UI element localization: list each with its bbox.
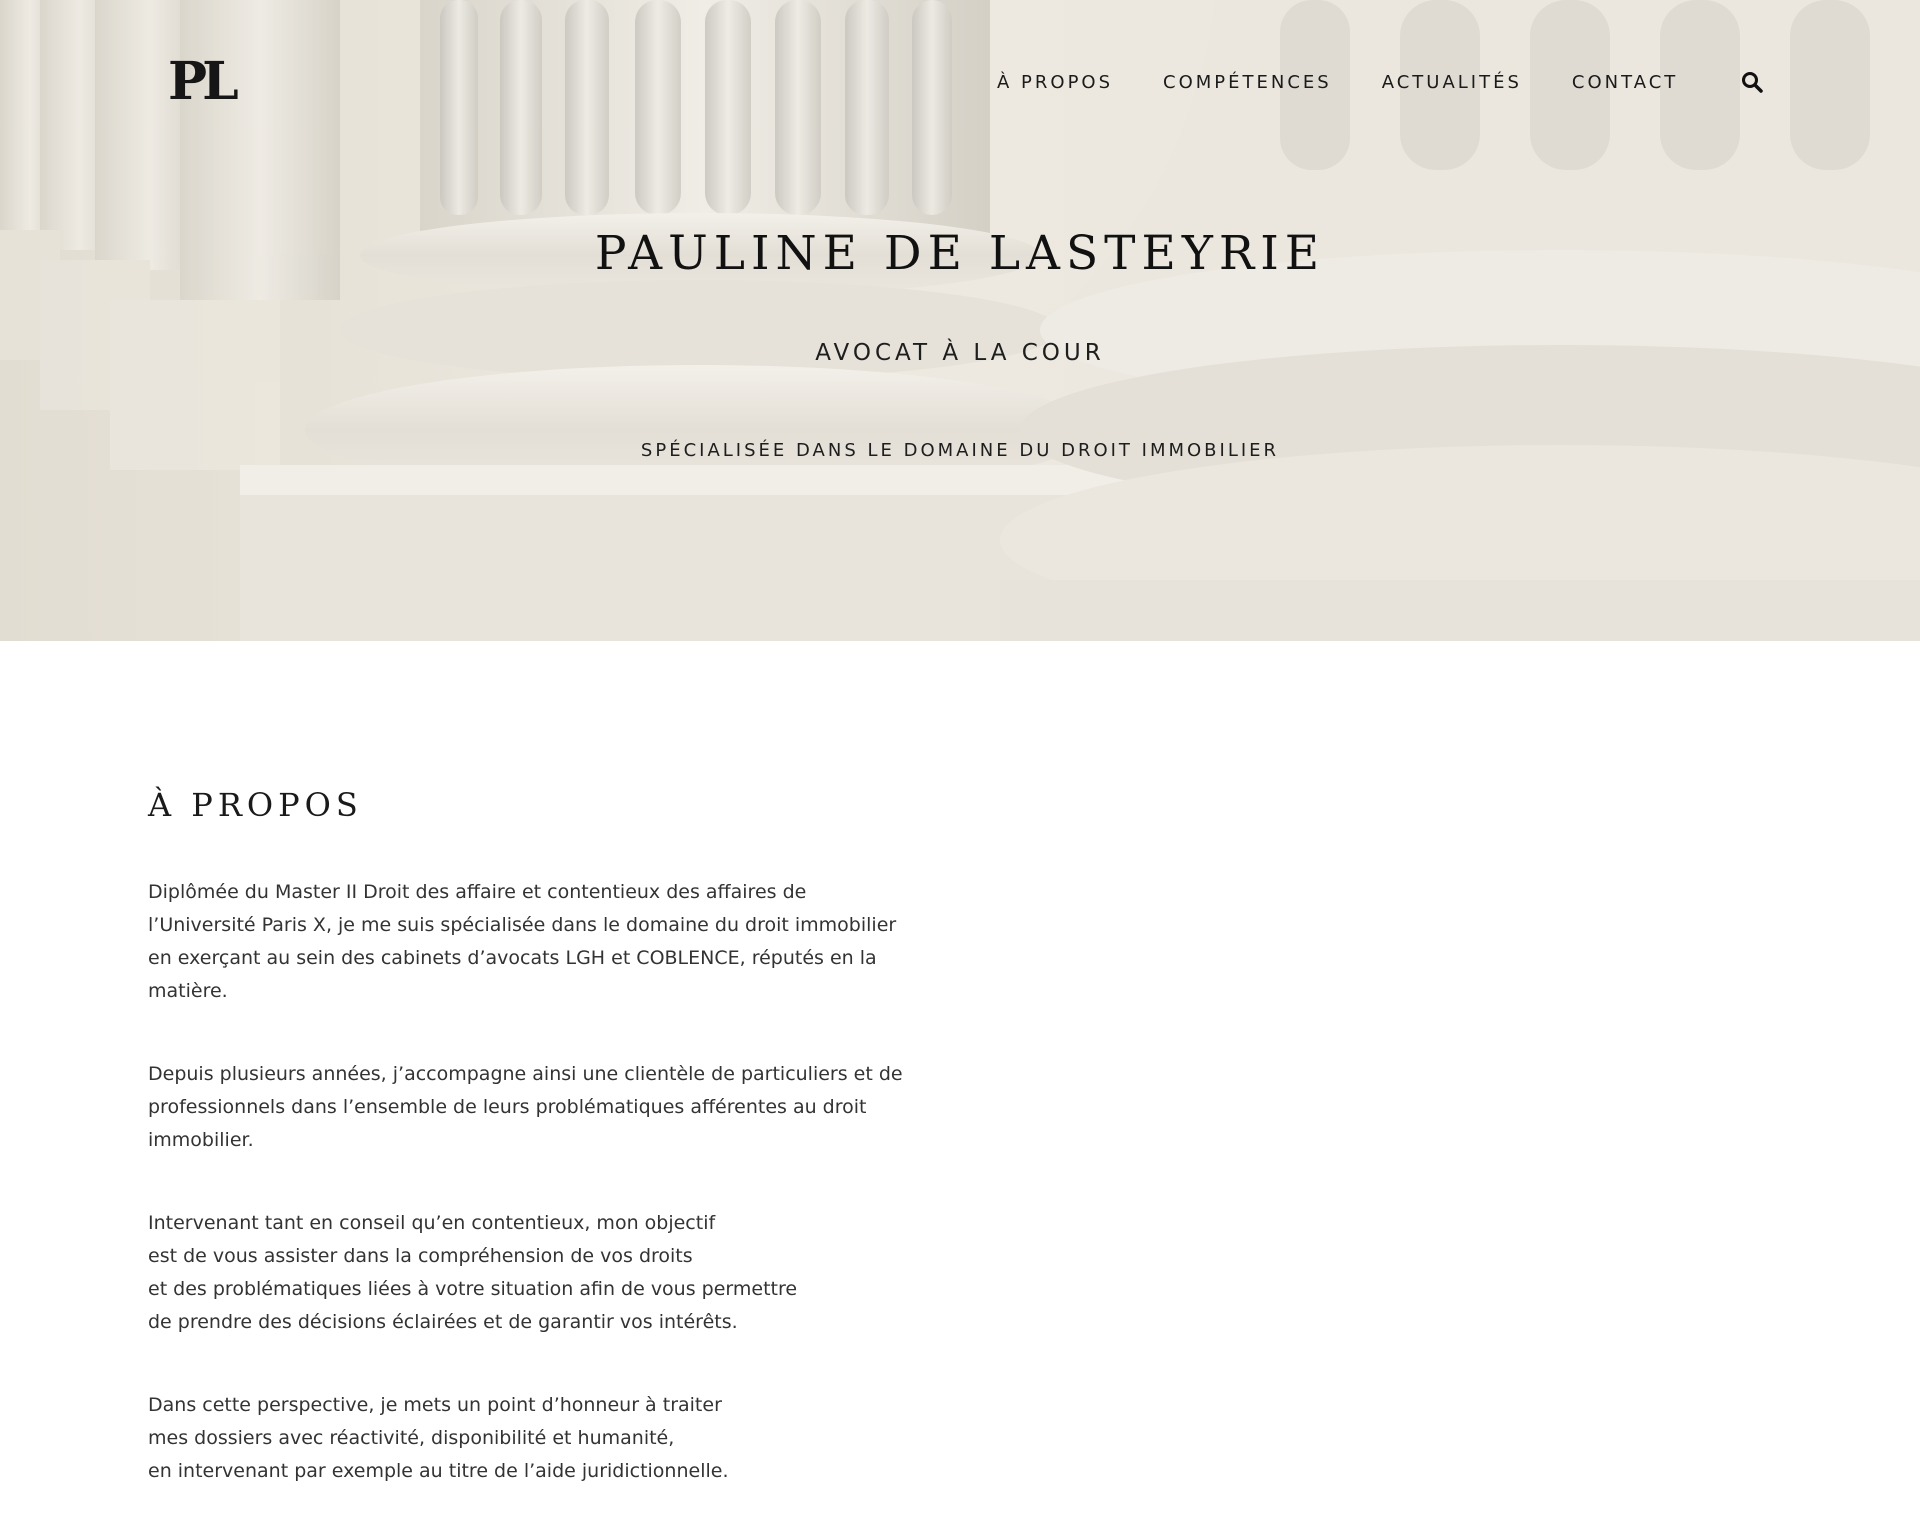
main-navigation [997, 70, 1764, 94]
about-paragraph-2: Depuis plusieurs années, j’accompagne ainsi une clientèle de particuliers et de professionnels dans l’ensemble de leurs problématiques afférentes au droit immobilier. [148, 1063, 903, 1151]
about-paragraph-4: Dans cette perspective, je mets un point d’honneur à traiter mes dossiers avec réactivité, disponibilité et humanité, en intervenant par exemple au titre de l’aide juridictionnelle. [148, 1394, 729, 1482]
hero-title: PAULINE DE LASTEYRIE [594, 226, 1326, 281]
about-paragraph-1: Diplômée du Master II Droit des affaire et contentieux des affaires de l’Université Paris X, je me suis spécialisée dans le domaine du droit immobilier en exerçant au sein des cabinets d’avocats LGH et COBLENCE, réputés en la matière. [148, 881, 897, 1002]
hero-tagline: SPÉCIALISÉE DANS LE DOMAINE DU DROIT IMMOBILIER [640, 440, 1280, 461]
nav-link-actualites[interactable]: ACTUALITÉS [1381, 71, 1522, 93]
nav-link-contact[interactable]: CONTACT [1571, 71, 1679, 93]
about-heading: À PROPOS [148, 786, 363, 824]
search-icon[interactable] [1740, 70, 1764, 94]
nav-link-a-propos[interactable]: À PROPOS [997, 71, 1114, 93]
about-section [148, 786, 948, 1538]
about-paragraph-3: Intervenant tant en conseil qu’en contentieux, mon objectif est de vous assister dans la compréhension de vos droits et des problématiques liées à votre situation afin de vous permettre de prendre des décisions éclairées et de garantir vos intérêts. [148, 1212, 798, 1333]
columns-background-image [0, 0, 1920, 641]
hero-banner [0, 0, 1920, 641]
nav-link-competences[interactable]: COMPÉTENCES [1163, 71, 1332, 93]
hero-subtitle: AVOCAT À LA COUR [815, 340, 1105, 366]
site-logo[interactable]: PL [168, 51, 234, 112]
